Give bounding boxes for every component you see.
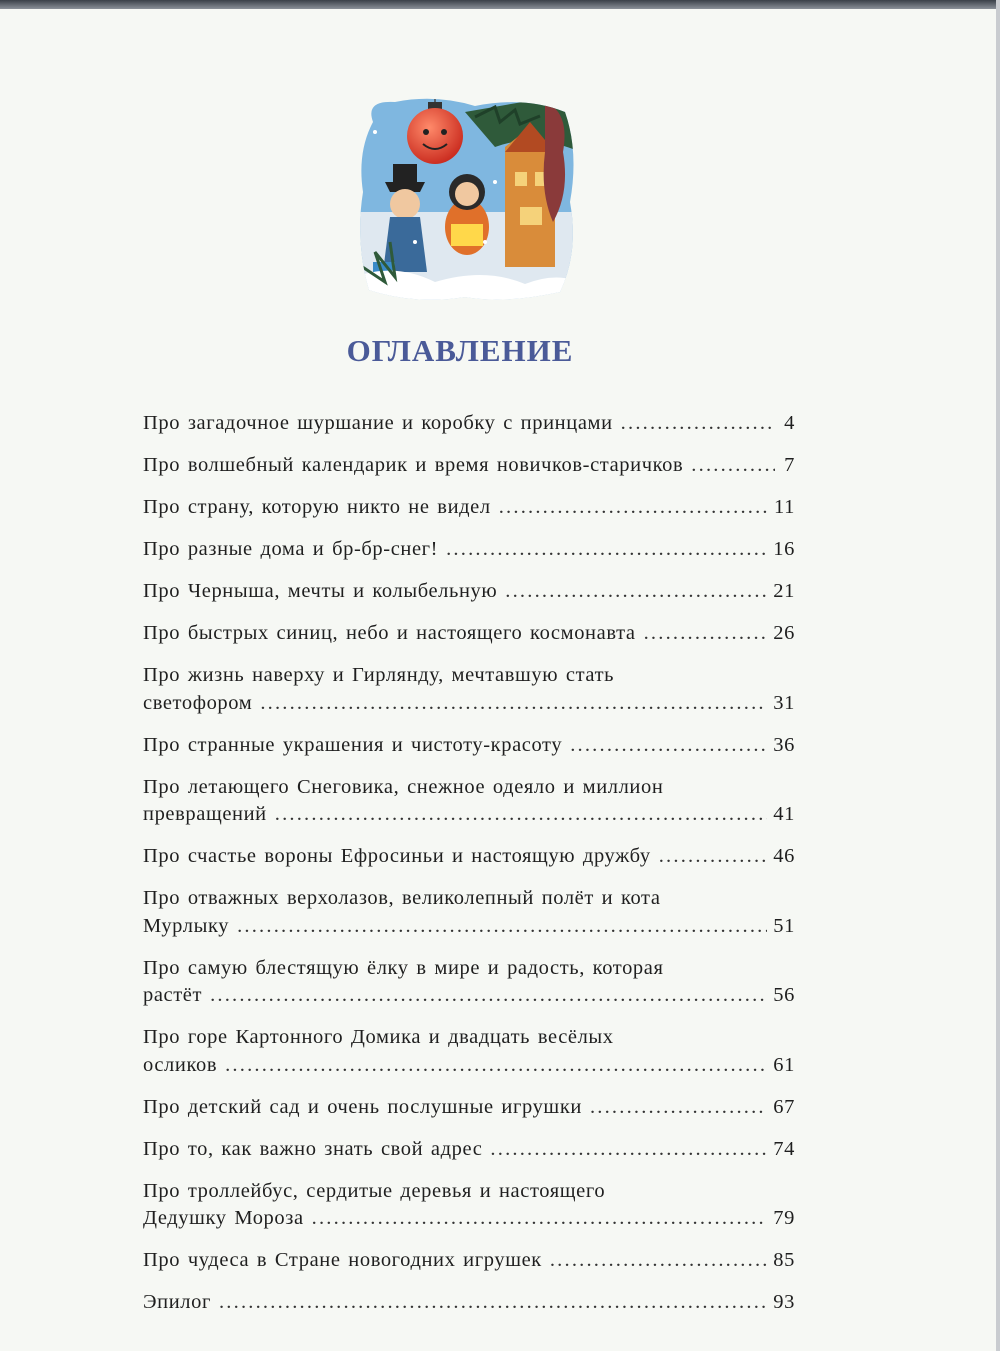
toc-entry-page-number: 7 (784, 454, 795, 476)
scan-edge-right (996, 0, 1000, 1351)
toc-entry[interactable] (143, 1094, 795, 1122)
toc-entry[interactable] (143, 1136, 795, 1164)
toc-entry-page-number: 93 (773, 1291, 795, 1313)
toc-entry-title: Про счастье вороны Ефросиньи и настоящую дружбу (143, 845, 651, 867)
toc-entry-title: Про детский сад и очень послушные игрушки (143, 1095, 582, 1118)
toc-entry[interactable] (143, 494, 795, 522)
toc-entry-page-number: 4 (784, 412, 795, 434)
toc-entry[interactable] (143, 843, 795, 871)
toc-entry[interactable] (143, 410, 795, 438)
toc-entry[interactable] (143, 536, 795, 564)
toc-entry[interactable] (143, 578, 795, 606)
toc-entry-title-line: Про жизнь наверху и Гирлянду, мечтавшую стать (143, 664, 615, 686)
toy-ornaments-illustration (355, 92, 580, 305)
toc-entry-page-number: 85 (773, 1249, 795, 1271)
toc-entry-page-number: 36 (773, 733, 795, 756)
page-title: ОГЛАВЛЕНИЕ (346, 333, 574, 368)
toc-entry[interactable] (143, 1289, 795, 1317)
toc-entry[interactable] (143, 1178, 795, 1233)
toc-entry-title: Дедушку Мороза (143, 1207, 304, 1229)
toc-entry-title: Про загадочное шуршание и коробку с принцами (143, 412, 613, 434)
toc-entry-title: осликов (143, 1053, 218, 1076)
dot-leader (260, 690, 767, 718)
toc-entry-page-number: 11 (774, 496, 795, 518)
dot-leader (691, 452, 775, 480)
toc-entry-page-number: 31 (773, 691, 795, 714)
dot-leader (237, 913, 767, 941)
toc-entry-title: Про страну, которую никто не видел (143, 496, 491, 518)
toc-entry-page-number: 56 (773, 984, 795, 1006)
toc-entry-page-number: 41 (773, 803, 795, 825)
toc-entry[interactable] (143, 1024, 795, 1079)
dot-leader (275, 801, 768, 829)
toc-entry-title: Про разные дома и бр-бр-снег! (143, 538, 439, 560)
table-of-contents (143, 410, 795, 1331)
toc-entry-title: Про быстрых синиц, небо и настоящего космонавта (143, 622, 636, 644)
dot-leader (219, 1289, 767, 1317)
dot-leader (505, 578, 767, 606)
dot-leader (446, 536, 767, 564)
toc-entry-page-number: 46 (773, 845, 795, 867)
toc-entry[interactable] (143, 1247, 795, 1275)
toc-entry-title: светофором (143, 691, 253, 714)
toc-entry-page-number: 21 (773, 580, 795, 602)
toc-entry-title: Про странные украшения и чистоту-красоту (143, 733, 563, 756)
toc-entry-title: растёт (143, 984, 203, 1006)
toc-entry-title: Про то, как важно знать свой адрес (143, 1137, 483, 1160)
toc-entry-page-number: 74 (773, 1137, 795, 1160)
dot-leader (210, 982, 767, 1010)
toc-entry-title-line: Про отважных верхолазов, великолепный полёт и кота (143, 887, 661, 909)
toc-entry-page-number: 61 (773, 1053, 795, 1076)
dot-leader (490, 1136, 767, 1164)
toc-entry[interactable] (143, 662, 795, 717)
toc-entry[interactable] (143, 452, 795, 480)
toc-entry-title: Эпилог (143, 1291, 211, 1313)
dot-leader (570, 732, 767, 760)
dot-leader (550, 1247, 767, 1275)
toc-entry-page-number: 26 (773, 622, 795, 644)
toc-entry-page-number: 51 (773, 914, 795, 937)
toc-entry-title: превращений (143, 803, 267, 825)
toc-entry-page-number: 79 (773, 1207, 795, 1229)
dot-leader (225, 1052, 767, 1080)
toc-entry-page-number: 67 (773, 1095, 795, 1118)
dot-leader (644, 620, 768, 648)
toc-entry[interactable] (143, 955, 795, 1010)
dot-leader (659, 843, 768, 871)
dot-leader (312, 1205, 768, 1233)
toc-entry[interactable] (143, 774, 795, 829)
toc-entry-title-line: Про горе Картонного Домика и двадцать весёлых (143, 1026, 614, 1048)
dot-leader (590, 1094, 767, 1122)
toc-entry-title: Мурлыку (143, 914, 230, 937)
toc-entry-title: Про Черныша, мечты и колыбельную (143, 580, 498, 602)
toc-entry[interactable] (143, 885, 795, 940)
dot-leader (499, 494, 768, 522)
toc-entry-title: Про волшебный календарик и время новичков-старичков (143, 454, 684, 476)
toc-entry[interactable] (143, 620, 795, 648)
scan-edge-top (0, 0, 1000, 9)
toc-entry-title-line: Про летающего Снеговика, снежное одеяло и миллион (143, 775, 664, 798)
dot-leader (621, 410, 775, 438)
toc-entry-title-line: Про самую блестящую ёлку в мире и радость, которая (143, 956, 664, 979)
toc-entry-title: Про чудеса в Стране новогодних игрушек (143, 1249, 542, 1271)
toc-entry[interactable] (143, 732, 795, 760)
toc-entry-title-line: Про троллейбус, сердитые деревья и настоящего (143, 1179, 606, 1202)
toc-entry-page-number: 16 (773, 538, 795, 560)
